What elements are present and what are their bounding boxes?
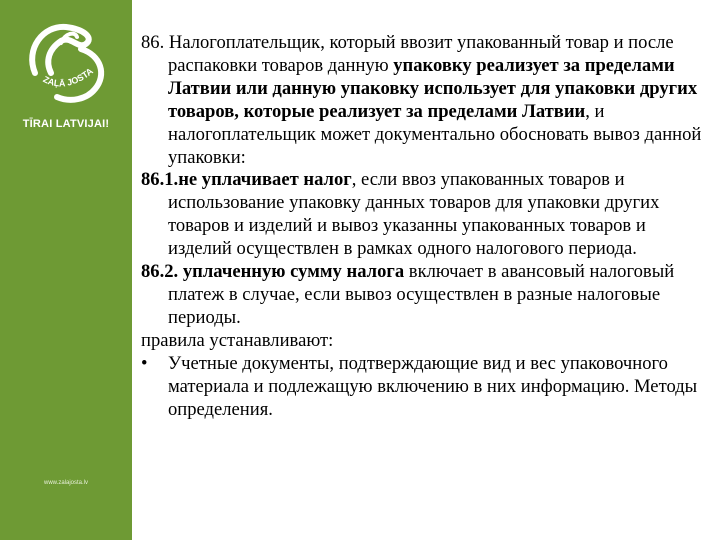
- p3-text: включает в авансовый налоговый платеж в случае, если вывоз осуществлен в разные налоговые периоды.: [168, 261, 675, 328]
- slide-text: [141, 32, 713, 421]
- p1-text-c: , и налогоплательщик может документально обосновать вывоз данной упаковки:: [168, 100, 702, 168]
- p3-bold: 86.2. уплаченную сумму налога: [141, 261, 405, 283]
- logo-text: ZAĻĀ JOSTA: [41, 65, 95, 89]
- p1-bold: упаковку реализует за пределами Латвии или данную упаковку использует для упаковки других товаров, которые реализует за пределами Латвии: [168, 54, 698, 122]
- website-url: www.zalajosta.lv: [43, 480, 88, 486]
- bullet-text: Учетные документы, подтверждающие вид и вес упаковочного материала и подлежащую включению в них информацию. Методы определения.: [168, 352, 698, 420]
- paragraph-86: [141, 32, 713, 169]
- paragraph-86-2: [141, 261, 713, 330]
- bullet-icon: •: [141, 352, 148, 374]
- p1-text-a: 86. Налогоплательщик, который ввозит упакованный товар и после распаковки товаров данную: [141, 32, 674, 76]
- p2-bold: 86.1.не уплачивает налог: [141, 169, 352, 191]
- motto: TĪRAI LATVIJAI!: [22, 118, 110, 130]
- sidebar: [0, 0, 132, 540]
- paragraph-86-1: [141, 169, 713, 261]
- zala-josta-logo: [21, 19, 111, 105]
- p2-text: , если ввоз упакованных товаров и использование упаковку данных товаров для упаковки других товаров и изделий и вывоз указанны упакованных товаров и изделий осуществлен в рамках одного налогового периода.: [168, 169, 660, 260]
- rules-heading: правила устанавливают:: [141, 329, 334, 351]
- bullet-item: [141, 353, 713, 422]
